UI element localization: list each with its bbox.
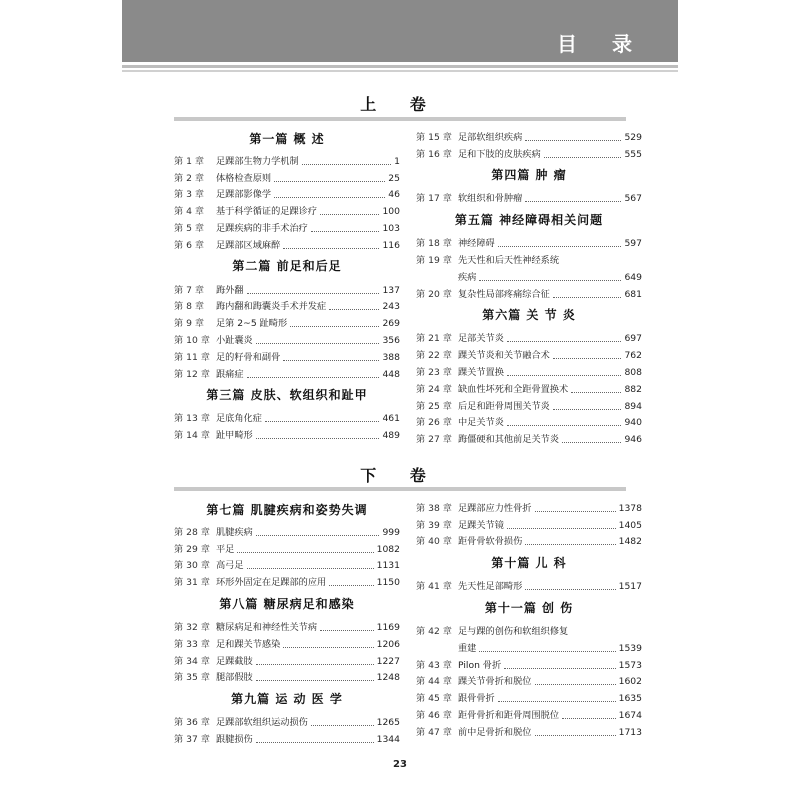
chapter-title: 复杂性局部疼痛综合征 bbox=[458, 288, 550, 300]
chapter-title: 环形外固定在足踝部的应用 bbox=[216, 577, 327, 589]
page-ref: 999 bbox=[382, 526, 400, 538]
chapter-number: 第 26 章 bbox=[416, 417, 452, 429]
dot-leader bbox=[525, 140, 621, 141]
toc-entry[interactable] bbox=[416, 621, 642, 638]
chapter-number: 第 8 章 bbox=[174, 301, 205, 313]
toc-entry[interactable] bbox=[174, 668, 400, 685]
dot-leader bbox=[329, 585, 373, 586]
page-ref: 448 bbox=[382, 368, 400, 380]
chapter-number: 第 6 章 bbox=[174, 239, 205, 251]
part-heading: 第十篇 儿 科 bbox=[491, 555, 567, 570]
dot-leader bbox=[283, 360, 379, 361]
chapter-title: 糖尿病足和神经性关节病 bbox=[216, 621, 318, 633]
dot-leader bbox=[274, 181, 385, 182]
toc-entry[interactable] bbox=[416, 233, 642, 250]
page-ref: 1082 bbox=[376, 543, 400, 555]
page-ref: 137 bbox=[382, 284, 400, 296]
toc-entry[interactable] bbox=[416, 127, 642, 144]
dot-leader bbox=[247, 377, 380, 378]
chapter-number: 第 15 章 bbox=[416, 131, 452, 143]
toc-entry[interactable] bbox=[416, 284, 642, 301]
dot-leader bbox=[274, 197, 385, 198]
toc-entry[interactable] bbox=[416, 638, 642, 655]
chapter-title: 先天性足部畸形 bbox=[458, 581, 523, 593]
page-ref: 1517 bbox=[618, 581, 642, 593]
chapter-number: 第 37 章 bbox=[174, 733, 210, 745]
page-ref: 116 bbox=[382, 239, 400, 251]
toc-entry[interactable] bbox=[174, 572, 400, 589]
toc-entry[interactable] bbox=[416, 705, 642, 722]
chapter-title: 足部软组织疾病 bbox=[458, 131, 523, 143]
page-ref: 762 bbox=[624, 350, 642, 362]
dot-leader bbox=[256, 680, 374, 681]
toc-entry[interactable] bbox=[416, 722, 642, 739]
chapter-title: 足部关节炎 bbox=[458, 333, 504, 345]
chapter-title: 腿部假肢 bbox=[216, 672, 253, 684]
chapter-title: 足底角化症 bbox=[216, 413, 262, 425]
chapter-title: 跟腱损伤 bbox=[216, 733, 253, 745]
part-heading: 第八篇 糖尿病足和感染 bbox=[219, 596, 355, 611]
chapter-title: 足踝关节镜 bbox=[458, 519, 504, 531]
chapter-number: 第 42 章 bbox=[416, 625, 452, 637]
toc-entry[interactable] bbox=[174, 280, 400, 297]
chapter-title: 足和踝关节感染 bbox=[216, 638, 281, 650]
page-ref: 269 bbox=[382, 318, 400, 330]
toc-entry[interactable] bbox=[174, 522, 400, 539]
header-band bbox=[122, 0, 678, 62]
dot-leader bbox=[311, 725, 374, 726]
toc-page bbox=[122, 0, 678, 800]
toc-column-upper-right bbox=[416, 127, 642, 446]
part-heading: 第十一篇 创 伤 bbox=[484, 600, 574, 615]
dot-leader bbox=[562, 718, 616, 719]
chapter-title: 小趾囊炎 bbox=[216, 334, 253, 346]
chapter-title: 重建 bbox=[458, 642, 477, 654]
volume-title-lower: 下 卷 bbox=[360, 466, 440, 485]
page-ref: 529 bbox=[624, 131, 642, 143]
page-ref: 894 bbox=[624, 400, 642, 412]
toc-entry[interactable] bbox=[174, 364, 400, 381]
chapter-number: 第 30 章 bbox=[174, 560, 210, 572]
page-ref: 489 bbox=[382, 430, 400, 442]
chapter-number: 第 33 章 bbox=[174, 638, 210, 650]
chapter-number: 第 21 章 bbox=[416, 333, 452, 345]
toc-entry[interactable] bbox=[416, 532, 642, 549]
dot-leader bbox=[535, 511, 616, 512]
page-ref: 946 bbox=[624, 434, 642, 446]
chapter-number: 第 7 章 bbox=[174, 284, 205, 296]
page-ref: 1 bbox=[394, 155, 400, 167]
chapter-number: 第 9 章 bbox=[174, 318, 205, 330]
toc-column-lower-left bbox=[174, 497, 400, 746]
chapter-title: 踇外翻 bbox=[216, 284, 244, 296]
chapter-title: 距骨骨折和距骨周围脱位 bbox=[458, 709, 560, 721]
page-ref: 1169 bbox=[376, 621, 400, 633]
toc-column-lower-right bbox=[416, 498, 642, 739]
dot-leader bbox=[320, 214, 379, 215]
chapter-number: 第 24 章 bbox=[416, 383, 452, 395]
dot-leader bbox=[256, 535, 380, 536]
toc-entry[interactable] bbox=[174, 556, 400, 573]
chapter-title: 前中足骨折和脱位 bbox=[458, 726, 532, 738]
page-ref: 1206 bbox=[376, 638, 400, 650]
toc-entry[interactable] bbox=[174, 201, 400, 218]
chapter-title: 体格检查原则 bbox=[216, 172, 272, 184]
page-ref: 649 bbox=[624, 271, 642, 283]
chapter-number: 第 17 章 bbox=[416, 193, 452, 205]
chapter-title: 踝关节炎和关节融合术 bbox=[458, 350, 550, 362]
chapter-title: 足的籽骨和副骨 bbox=[216, 351, 281, 363]
chapter-title: 后足和距骨周围关节炎 bbox=[458, 400, 550, 412]
toc-entry[interactable] bbox=[416, 345, 642, 362]
toc-entry[interactable] bbox=[416, 576, 642, 593]
chapter-number: 第 10 章 bbox=[174, 334, 210, 346]
chapter-title: 足踝部影像学 bbox=[216, 189, 272, 201]
chapter-title: Pilon 骨折 bbox=[458, 659, 502, 671]
toc-entry[interactable] bbox=[416, 379, 642, 396]
toc-entry[interactable] bbox=[416, 189, 642, 206]
toc-entry[interactable] bbox=[174, 313, 400, 330]
page-ref: 1539 bbox=[618, 642, 642, 654]
volume-divider-upper bbox=[174, 117, 626, 121]
chapter-title: 跟痛症 bbox=[216, 368, 244, 380]
chapter-title: 距骨骨软骨损伤 bbox=[458, 536, 523, 548]
page-ref: 1602 bbox=[618, 676, 642, 688]
dot-leader bbox=[553, 409, 622, 410]
toc-entry[interactable] bbox=[416, 429, 642, 446]
dot-leader bbox=[247, 568, 374, 569]
chapter-number: 第 18 章 bbox=[416, 238, 452, 250]
chapter-number: 第 28 章 bbox=[174, 526, 210, 538]
dot-leader bbox=[544, 157, 622, 158]
chapter-title: 足踝部软组织运动损伤 bbox=[216, 717, 308, 729]
chapter-title: 足踝截肢 bbox=[216, 655, 253, 667]
chapter-number: 第 11 章 bbox=[174, 351, 210, 363]
toc-entry[interactable] bbox=[416, 688, 642, 705]
chapter-number: 第 1 章 bbox=[174, 155, 205, 167]
toc-entry[interactable] bbox=[174, 330, 400, 347]
chapter-title: 踝关节置换 bbox=[458, 366, 504, 378]
toc-entry[interactable] bbox=[174, 409, 400, 426]
toc-entry[interactable] bbox=[416, 250, 642, 267]
chapter-number: 第 13 章 bbox=[174, 413, 210, 425]
toc-entry[interactable] bbox=[174, 218, 400, 235]
dot-leader bbox=[320, 630, 374, 631]
chapter-number: 第 12 章 bbox=[174, 368, 210, 380]
dot-leader bbox=[302, 164, 391, 165]
dot-leader bbox=[479, 280, 621, 281]
chapter-title: 肌腱疾病 bbox=[216, 526, 253, 538]
dot-leader bbox=[507, 425, 622, 426]
chapter-number: 第 14 章 bbox=[174, 430, 210, 442]
part-heading: 第三篇 皮肤、软组织和趾甲 bbox=[206, 388, 368, 403]
page-ref: 1150 bbox=[376, 577, 400, 589]
chapter-title: 踇内翻和踇囊炎手术并发症 bbox=[216, 301, 327, 313]
chapter-title: 缺血性坏死和全距骨置换术 bbox=[458, 383, 569, 395]
toc-entry[interactable] bbox=[416, 413, 642, 430]
chapter-number: 第 40 章 bbox=[416, 536, 452, 548]
chapter-title: 高弓足 bbox=[216, 560, 244, 572]
toc-entry[interactable] bbox=[174, 297, 400, 314]
chapter-number: 第 39 章 bbox=[416, 519, 452, 531]
chapter-title: 足踝部区域麻醉 bbox=[216, 239, 281, 251]
dot-leader bbox=[290, 326, 379, 327]
page-ref: 46 bbox=[388, 189, 400, 201]
page-ref: 1227 bbox=[376, 655, 400, 667]
page-ref: 243 bbox=[382, 301, 400, 313]
dot-leader bbox=[525, 589, 615, 590]
chapter-title: 足与踝的创伤和软组织修复 bbox=[458, 625, 569, 637]
toc-entry[interactable] bbox=[416, 329, 642, 346]
chapter-number: 第 31 章 bbox=[174, 577, 210, 589]
dot-leader bbox=[479, 651, 615, 652]
page-ref: 1713 bbox=[618, 726, 642, 738]
page-ref: 1573 bbox=[618, 659, 642, 671]
page-ref: 808 bbox=[624, 366, 642, 378]
toc-entry[interactable] bbox=[174, 151, 400, 168]
page-ref: 1131 bbox=[376, 560, 400, 572]
dot-leader bbox=[535, 735, 616, 736]
toc-entry[interactable] bbox=[174, 168, 400, 185]
chapter-number: 第 22 章 bbox=[416, 350, 452, 362]
dot-leader bbox=[525, 201, 621, 202]
chapter-number: 第 44 章 bbox=[416, 676, 452, 688]
toc-entry[interactable] bbox=[416, 498, 642, 515]
page-ref: 567 bbox=[624, 193, 642, 205]
page-ref: 1344 bbox=[376, 733, 400, 745]
page-ref: 882 bbox=[624, 383, 642, 395]
page-ref: 1674 bbox=[618, 709, 642, 721]
chapter-number: 第 36 章 bbox=[174, 717, 210, 729]
chapter-number: 第 4 章 bbox=[174, 206, 205, 218]
volume-title-upper: 上 卷 bbox=[360, 95, 440, 114]
page-ref: 25 bbox=[388, 172, 400, 184]
page-title: 目 录 bbox=[557, 32, 646, 56]
dot-leader bbox=[498, 246, 622, 247]
page-ref: 461 bbox=[382, 413, 400, 425]
chapter-title: 软组织和骨肿瘤 bbox=[458, 193, 523, 205]
page-ref: 555 bbox=[624, 148, 642, 160]
dot-leader bbox=[507, 375, 622, 376]
chapter-title: 疾病 bbox=[458, 271, 477, 283]
page-ref: 681 bbox=[624, 288, 642, 300]
chapter-title: 跟骨骨折 bbox=[458, 693, 495, 705]
toc-entry[interactable] bbox=[416, 267, 642, 284]
dot-leader bbox=[571, 392, 621, 393]
chapter-title: 神经障碍 bbox=[458, 238, 495, 250]
page-number: 23 bbox=[393, 759, 407, 770]
toc-entry[interactable] bbox=[174, 634, 400, 651]
dot-leader bbox=[562, 442, 621, 443]
chapter-number: 第 34 章 bbox=[174, 655, 210, 667]
dot-leader bbox=[525, 544, 615, 545]
chapter-number: 第 16 章 bbox=[416, 148, 452, 160]
toc-entry[interactable] bbox=[174, 185, 400, 202]
chapter-title: 足和下肢的皮肤疾病 bbox=[458, 148, 541, 160]
dot-leader bbox=[256, 438, 380, 439]
toc-entry[interactable] bbox=[174, 235, 400, 252]
toc-entry[interactable] bbox=[174, 347, 400, 364]
page-ref: 597 bbox=[624, 238, 642, 250]
chapter-number: 第 41 章 bbox=[416, 581, 452, 593]
page-ref: 356 bbox=[382, 334, 400, 346]
part-heading: 第二篇 前足和后足 bbox=[232, 259, 342, 274]
toc-entry[interactable] bbox=[416, 672, 642, 689]
dot-leader bbox=[553, 358, 622, 359]
page-ref: 1248 bbox=[376, 672, 400, 684]
part-heading: 第九篇 运 动 医 学 bbox=[231, 691, 343, 706]
part-heading: 第四篇 肿 瘤 bbox=[491, 168, 567, 183]
dot-leader bbox=[256, 664, 374, 665]
toc-entry[interactable] bbox=[174, 425, 400, 442]
part-heading: 第六篇 关 节 炎 bbox=[482, 308, 576, 323]
chapter-number: 第 27 章 bbox=[416, 434, 452, 446]
chapter-title: 足踝部生物力学机制 bbox=[216, 155, 299, 167]
dot-leader bbox=[247, 293, 380, 294]
page-ref: 1482 bbox=[618, 536, 642, 548]
chapter-number: 第 3 章 bbox=[174, 189, 205, 201]
toc-entry[interactable] bbox=[416, 144, 642, 161]
header-rule-thin bbox=[122, 70, 678, 72]
part-heading: 第一篇 概 述 bbox=[249, 132, 325, 146]
toc-entry[interactable] bbox=[416, 515, 642, 532]
chapter-number: 第 43 章 bbox=[416, 659, 452, 671]
toc-entry[interactable] bbox=[174, 729, 400, 746]
dot-leader bbox=[553, 297, 622, 298]
chapter-title: 中足关节炎 bbox=[458, 417, 504, 429]
dot-leader bbox=[498, 701, 616, 702]
part-heading: 第五篇 神经障碍相关问题 bbox=[454, 212, 604, 227]
toc-entry[interactable] bbox=[174, 539, 400, 556]
chapter-number: 第 19 章 bbox=[416, 254, 452, 266]
dot-leader bbox=[283, 647, 373, 648]
dot-leader bbox=[507, 341, 622, 342]
chapter-number: 第 32 章 bbox=[174, 621, 210, 633]
chapter-title: 足第 2~5 趾畸形 bbox=[216, 318, 288, 330]
chapter-number: 第 5 章 bbox=[174, 222, 205, 234]
dot-leader bbox=[329, 309, 379, 310]
page-ref: 103 bbox=[382, 222, 400, 234]
toc-entry[interactable] bbox=[416, 362, 642, 379]
chapter-title: 足踝部应力性骨折 bbox=[458, 502, 532, 514]
dot-leader bbox=[283, 248, 379, 249]
chapter-number: 第 29 章 bbox=[174, 543, 210, 555]
chapter-number: 第 47 章 bbox=[416, 726, 452, 738]
page-ref: 100 bbox=[382, 206, 400, 218]
toc-entry[interactable] bbox=[416, 655, 642, 672]
chapter-title: 平足 bbox=[216, 543, 235, 555]
page-ref: 1378 bbox=[618, 502, 642, 514]
dot-leader bbox=[265, 421, 380, 422]
dot-leader bbox=[535, 684, 616, 685]
toc-entry[interactable] bbox=[174, 712, 400, 729]
page-ref: 1635 bbox=[618, 693, 642, 705]
chapter-number: 第 20 章 bbox=[416, 288, 452, 300]
chapter-number: 第 45 章 bbox=[416, 693, 452, 705]
dot-leader bbox=[311, 231, 380, 232]
chapter-title: 踇僵硬和其他前足关节炎 bbox=[458, 434, 560, 446]
chapter-title: 足踝疾病的非手术治疗 bbox=[216, 222, 308, 234]
chapter-title: 基于科学循证的足踝诊疗 bbox=[216, 206, 318, 218]
dot-leader bbox=[504, 668, 615, 669]
toc-entry[interactable] bbox=[174, 617, 400, 634]
toc-entry[interactable] bbox=[416, 396, 642, 413]
page-ref: 388 bbox=[382, 351, 400, 363]
chapter-number: 第 46 章 bbox=[416, 709, 452, 721]
chapter-number: 第 23 章 bbox=[416, 366, 452, 378]
page-ref: 1405 bbox=[618, 519, 642, 531]
toc-column-upper-left bbox=[174, 126, 400, 442]
page-ref: 697 bbox=[624, 333, 642, 345]
chapter-title: 踝关节骨折和脱位 bbox=[458, 676, 532, 688]
chapter-number: 第 2 章 bbox=[174, 172, 205, 184]
dot-leader bbox=[256, 343, 380, 344]
volume-divider-lower bbox=[174, 487, 626, 491]
page-ref: 940 bbox=[624, 417, 642, 429]
chapter-title: 趾甲畸形 bbox=[216, 430, 253, 442]
header-rule bbox=[122, 65, 678, 68]
page-ref: 1265 bbox=[376, 717, 400, 729]
chapter-number: 第 35 章 bbox=[174, 672, 210, 684]
chapter-number: 第 38 章 bbox=[416, 502, 452, 514]
dot-leader bbox=[256, 742, 374, 743]
part-heading: 第七篇 肌腱疾病和姿势失调 bbox=[206, 503, 368, 517]
dot-leader bbox=[237, 552, 373, 553]
toc-entry[interactable] bbox=[174, 651, 400, 668]
chapter-number: 第 25 章 bbox=[416, 400, 452, 412]
dot-leader bbox=[507, 528, 616, 529]
chapter-title: 先天性和后天性神经系统 bbox=[458, 254, 560, 266]
